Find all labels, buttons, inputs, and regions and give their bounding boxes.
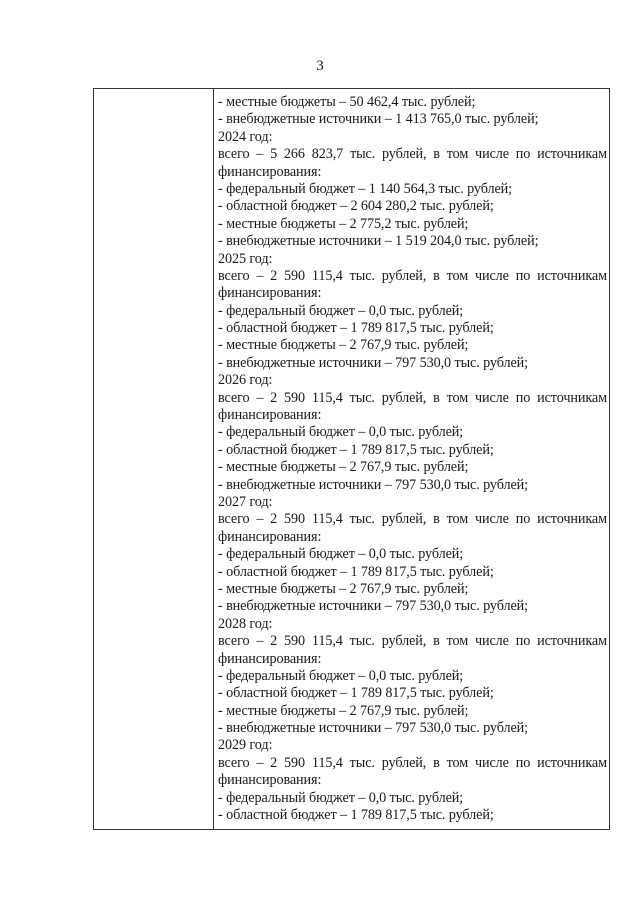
text-line: 2026 год:	[218, 372, 273, 389]
text-line: - областной бюджет – 1 789 817,5 тыс. рублей;	[218, 563, 494, 580]
text-line: - внебюджетные источники – 797 530,0 тыс. рублей;	[218, 476, 528, 493]
text-line: - внебюджетные источники – 1 413 765,0 тыс. рублей;	[218, 111, 539, 128]
text-line: - внебюджетные источники – 1 519 204,0 тыс. рублей;	[218, 233, 539, 250]
text-line: финансирования:	[218, 772, 322, 789]
text-line: финансирования:	[218, 407, 322, 424]
text-line: - местные бюджеты – 2 767,9 тыс. рублей;	[218, 702, 469, 719]
text-line: - внебюджетные источники – 797 530,0 тыс. рублей;	[218, 720, 528, 737]
text-line: 2027 год:	[218, 493, 273, 510]
text-line: - местные бюджеты – 2 767,9 тыс. рублей;	[218, 580, 469, 597]
text-line: - областной бюджет – 1 789 817,5 тыс. рублей;	[218, 685, 494, 702]
table-left-cell	[94, 89, 214, 829]
text-line: - внебюджетные источники – 797 530,0 тыс. рублей;	[218, 354, 528, 371]
text-line: всего – 2 590 115,4 тыс. рублей, в том числе по источникам	[218, 633, 607, 650]
text-line: - местные бюджеты – 2 767,9 тыс. рублей;	[218, 459, 469, 476]
text-line: всего – 2 590 115,4 тыс. рублей, в том числе по источникам	[218, 389, 607, 406]
text-line: 2028 год:	[218, 615, 273, 632]
text-line: финансирования:	[218, 163, 322, 180]
page-number: 3	[316, 58, 324, 74]
text-line: - областной бюджет – 1 789 817,5 тыс. рублей;	[218, 807, 494, 824]
text-line: - федеральный бюджет – 0,0 тыс. рублей;	[218, 302, 464, 319]
text-line: - местные бюджеты – 2 767,9 тыс. рублей;	[218, 337, 469, 354]
text-line: - местные бюджеты – 2 775,2 тыс. рублей;	[218, 215, 469, 232]
text-line: финансирования:	[218, 528, 322, 545]
text-line: всего – 2 590 115,4 тыс. рублей, в том числе по источникам	[218, 267, 607, 284]
text-line: - федеральный бюджет – 0,0 тыс. рублей;	[218, 667, 464, 684]
text-line: - федеральный бюджет – 1 140 564,3 тыс. рублей;	[218, 180, 512, 197]
text-line: всего – 2 590 115,4 тыс. рублей, в том числе по источникам	[218, 511, 607, 528]
text-line: 2025 год:	[218, 250, 273, 267]
text-line: - местные бюджеты – 50 462,4 тыс. рублей;	[218, 94, 476, 110]
table-right-cell	[218, 94, 607, 824]
text-line: - областной бюджет – 1 789 817,5 тыс. рублей;	[218, 320, 494, 337]
text-line: - внебюджетные источники – 797 530,0 тыс. рублей;	[218, 598, 528, 615]
text-line: финансирования:	[218, 285, 322, 302]
text-line: - федеральный бюджет – 0,0 тыс. рублей;	[218, 789, 464, 806]
text-line: - областной бюджет – 2 604 280,2 тыс. рублей;	[218, 198, 494, 215]
text-line: всего – 2 590 115,4 тыс. рублей, в том числе по источникам	[218, 754, 607, 771]
text-line: финансирования:	[218, 650, 322, 667]
text-line: - федеральный бюджет – 0,0 тыс. рублей;	[218, 424, 464, 441]
text-line: 2024 год:	[218, 128, 273, 145]
text-line: 2029 год:	[218, 737, 273, 754]
text-line: - федеральный бюджет – 0,0 тыс. рублей;	[218, 546, 464, 563]
text-line: всего – 5 266 823,7 тыс. рублей, в том числе по источникам	[218, 146, 607, 163]
text-line: - областной бюджет – 1 789 817,5 тыс. рублей;	[218, 441, 494, 458]
funding-table	[93, 88, 610, 830]
